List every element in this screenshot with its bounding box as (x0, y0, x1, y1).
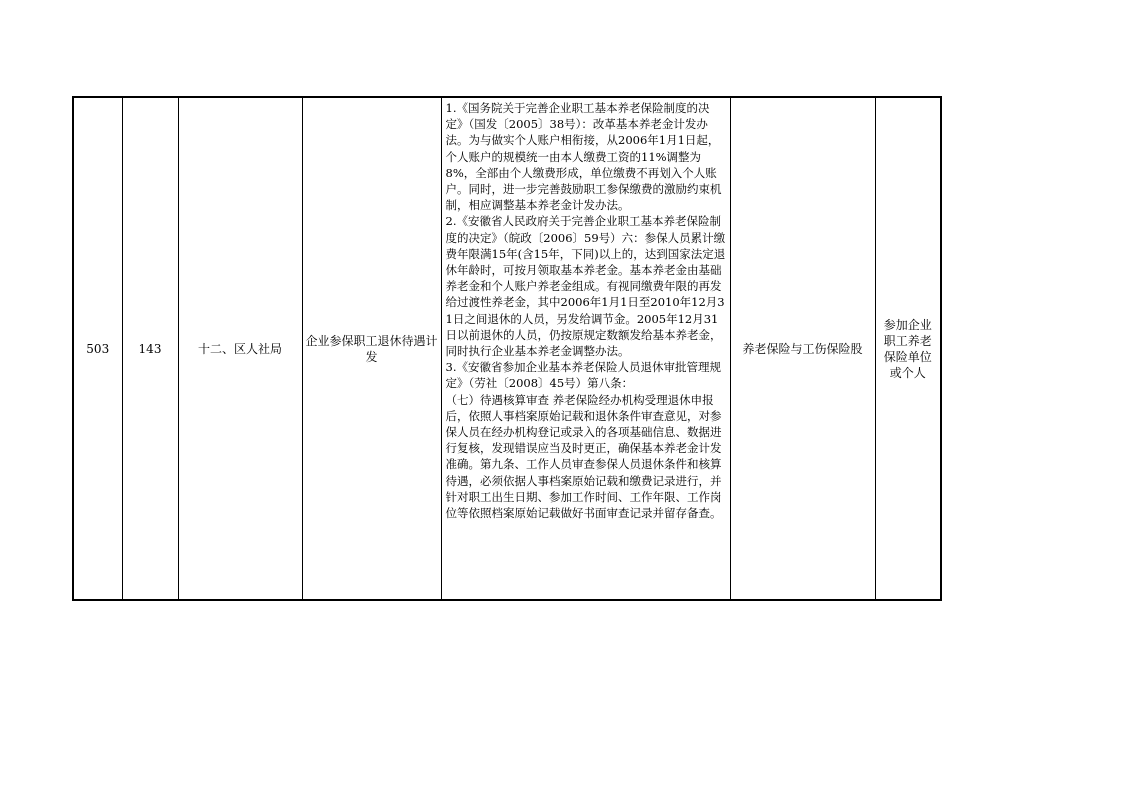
responsible-unit-cell: 养老保险与工伤保险股 (730, 97, 875, 600)
legal-basis-paragraph-2: 2.《安徽省人民政府关于完善企业职工基本养老保险制度的决定》（皖政〔2006〕59号）六：参保人员累计缴费年限满15年(含15年，下同)以上的，达到国家法定退休年龄时，可按月领取基本养老金。基本养老金由基础养老金和个人账户养老金组成。有视同缴费年限的再发给过渡性养老金，其中2006年1月1日至2010年12月31日之间退休的人员，另发给调节金。2005年12月31日以前退休的人员，仍按原规定数额发给基本养老金，同时执行企业基本养老金调整办法。 (445, 214, 726, 359)
service-target-cell: 参加企业职工养老保险单位或个人 (875, 97, 941, 600)
legal-basis-paragraph-4: （七）待遇核算审查 养老保险经办机构受理退休申报后，依照人事档案原始记载和退休条件审查意见，对参保人员在经办机构登记或录入的各项基础信息、数据进行复核，发现错误应当及时更正，确保基本养老金计发准确。第九条、工作人员审查参保人员退休条件和核算待遇，必须依据人事档案原始记载和缴费记录进行，并针对职工出生日期、参加工作时间、工作年限、工作岗位等依照档案原始记载做好书面审查记录并留存备查。 (445, 392, 722, 521)
legal-basis-cell (441, 97, 730, 600)
item-number-cell: 143 (122, 97, 178, 600)
seq-number-cell: 503 (73, 97, 122, 600)
legal-basis-paragraph-1: 1.《国务院关于完善企业职工基本养老保险制度的决定》（国发〔2005〕38号）：改革基本养老金计发办法。为与做实个人账户相衔接，从2006年1月1日起，个人账户的规模统一由本人缴费工资的11%调整为8%，全部由个人缴费形成，单位缴费不再划入个人账户。同时，进一步完善鼓励职工参保缴费的激励约束机制，相应调整基本养老金计发办法。 (445, 101, 722, 213)
catalog-table (72, 96, 942, 601)
department-cell: 十二、区人社局 (178, 97, 302, 600)
item-name-cell: 企业参保职工退休待遇计发 (302, 97, 441, 600)
legal-basis-paragraph-3: 3.《安徽省参加企业基本养老保险人员退休审批管理规定》（劳社〔2008〕45号）第八条： (445, 360, 721, 391)
table-row (73, 97, 941, 600)
